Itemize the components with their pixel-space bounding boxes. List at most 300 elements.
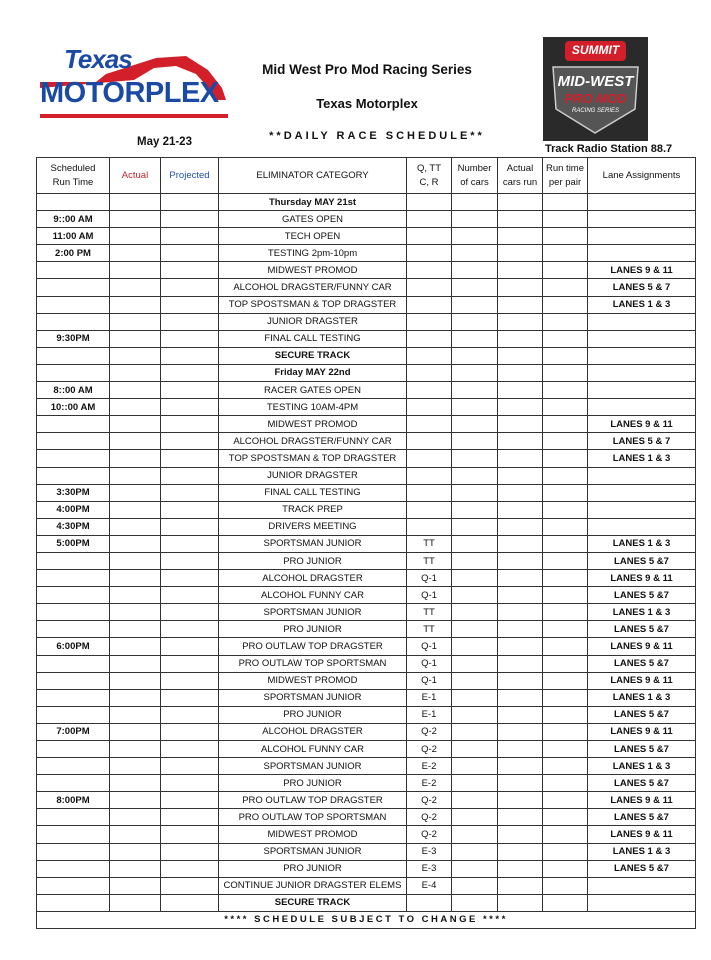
run-time-per-pair-cell — [543, 416, 588, 433]
table-row — [37, 826, 696, 843]
actual-cell — [110, 570, 161, 587]
projected-cell — [161, 467, 219, 484]
eliminator-cell: SPORTSMAN JUNIOR — [219, 535, 407, 552]
lane-assignment-cell — [588, 347, 696, 364]
actual-cars-run-cell — [498, 364, 543, 381]
scheduled-time-cell — [37, 655, 110, 672]
actual-cars-run-cell — [498, 826, 543, 843]
daily-schedule-title: **DAILY RACE SCHEDULE** — [269, 130, 485, 142]
qualifying-code-cell: Q-2 — [407, 723, 452, 740]
scheduled-time-cell: 5:00PM — [37, 535, 110, 552]
actual-cell — [110, 484, 161, 501]
actual-cars-run-cell — [498, 809, 543, 826]
actual-cell — [110, 262, 161, 279]
table-row — [37, 775, 696, 792]
actual-cars-run-cell — [498, 211, 543, 228]
actual-cell — [110, 758, 161, 775]
projected-cell — [161, 689, 219, 706]
lane-assignment-cell — [588, 211, 696, 228]
lane-assignment-cell: LANES 5 &7 — [588, 706, 696, 723]
lane-assignment-cell — [588, 330, 696, 347]
scheduled-time-cell — [37, 570, 110, 587]
eliminator-cell: TRACK PREP — [219, 501, 407, 518]
projected-cell — [161, 723, 219, 740]
lane-assignment-cell: LANES 1 & 3 — [588, 535, 696, 552]
number-of-cars-cell — [452, 809, 498, 826]
table-row — [37, 211, 696, 228]
qualifying-code-cell — [407, 501, 452, 518]
lane-assignment-cell: LANES 5 & 7 — [588, 279, 696, 296]
number-of-cars-cell — [452, 689, 498, 706]
actual-cell — [110, 587, 161, 604]
lane-assignment-cell: LANES 9 & 11 — [588, 416, 696, 433]
actual-cell — [110, 723, 161, 740]
lane-assignment-cell: LANES 1 & 3 — [588, 689, 696, 706]
actual-cars-run-cell — [498, 792, 543, 809]
scheduled-time-cell — [37, 826, 110, 843]
qualifying-code-cell — [407, 382, 452, 399]
eliminator-cell: CONTINUE JUNIOR DRAGSTER ELEMS — [219, 877, 407, 894]
number-of-cars-cell — [452, 894, 498, 911]
scheduled-time-cell — [37, 604, 110, 621]
number-of-cars-cell — [452, 638, 498, 655]
number-of-cars-cell — [452, 399, 498, 416]
actual-cars-run-cell — [498, 741, 543, 758]
run-time-per-pair-cell — [543, 587, 588, 604]
qualifying-code-cell: E-4 — [407, 877, 452, 894]
run-time-per-pair-cell — [543, 484, 588, 501]
scheduled-time-cell — [37, 296, 110, 313]
number-of-cars-cell — [452, 570, 498, 587]
number-of-cars-cell — [452, 484, 498, 501]
eliminator-cell: SPORTSMAN JUNIOR — [219, 843, 407, 860]
projected-cell — [161, 518, 219, 535]
eliminator-cell: TESTING 10AM-4PM — [219, 399, 407, 416]
lane-assignment-cell — [588, 467, 696, 484]
run-time-per-pair-cell — [543, 433, 588, 450]
actual-cars-run-cell — [498, 723, 543, 740]
projected-cell — [161, 296, 219, 313]
actual-cell — [110, 689, 161, 706]
projected-cell — [161, 570, 219, 587]
table-row — [37, 416, 696, 433]
actual-cars-run-cell — [498, 860, 543, 877]
table-row — [37, 382, 696, 399]
qualifying-code-cell: TT — [407, 552, 452, 569]
number-of-cars-cell — [452, 433, 498, 450]
number-of-cars-cell — [452, 467, 498, 484]
actual-cell — [110, 467, 161, 484]
actual-cars-run-cell — [498, 638, 543, 655]
scheduled-time-cell — [37, 450, 110, 467]
qualifying-code-cell: Q-2 — [407, 826, 452, 843]
scheduled-time-cell: 4:30PM — [37, 518, 110, 535]
lane-assignment-cell: LANES 9 & 11 — [588, 792, 696, 809]
lane-assignment-cell — [588, 245, 696, 262]
eliminator-cell: TOP SPOSTSMAN & TOP DRAGSTER — [219, 450, 407, 467]
table-row — [37, 638, 696, 655]
qualifying-code-cell — [407, 313, 452, 330]
scheduled-time-cell — [37, 741, 110, 758]
day-header-cell: Thursday MAY 21st — [219, 194, 407, 211]
actual-cars-run-cell — [498, 416, 543, 433]
qualifying-code-cell — [407, 450, 452, 467]
table-row — [37, 535, 696, 552]
event-dates: May 21-23 — [137, 136, 192, 148]
qualifying-code-cell: Q-1 — [407, 570, 452, 587]
scheduled-time-cell — [37, 262, 110, 279]
table-row — [37, 672, 696, 689]
number-of-cars-cell — [452, 826, 498, 843]
number-of-cars-cell — [452, 621, 498, 638]
table-row — [37, 262, 696, 279]
projected-cell — [161, 347, 219, 364]
actual-cell — [110, 843, 161, 860]
eliminator-cell: SPORTSMAN JUNIOR — [219, 604, 407, 621]
scheduled-time-cell — [37, 194, 110, 211]
run-time-per-pair-cell — [543, 706, 588, 723]
table-row — [37, 723, 696, 740]
table-row — [37, 296, 696, 313]
actual-cars-run-cell — [498, 587, 543, 604]
series-title: Mid West Pro Mod Racing Series — [262, 62, 472, 77]
number-of-cars-cell — [452, 501, 498, 518]
run-time-per-pair-cell — [543, 552, 588, 569]
lane-assignment-cell: LANES 1 & 3 — [588, 450, 696, 467]
scheduled-time-cell — [37, 364, 110, 381]
scheduled-time-cell: 8:00PM — [37, 792, 110, 809]
actual-cell — [110, 792, 161, 809]
actual-cell — [110, 364, 161, 381]
actual-cell — [110, 433, 161, 450]
qualifying-code-cell — [407, 347, 452, 364]
projected-cell — [161, 655, 219, 672]
scheduled-time-cell — [37, 621, 110, 638]
actual-cars-run-cell — [498, 245, 543, 262]
logo-midwest-word: MID-WEST — [557, 73, 634, 90]
number-of-cars-cell — [452, 672, 498, 689]
table-row — [37, 313, 696, 330]
scheduled-time-cell — [37, 877, 110, 894]
lane-assignment-cell: LANES 5 &7 — [588, 775, 696, 792]
lane-assignment-cell: LANES 9 & 11 — [588, 672, 696, 689]
eliminator-cell: PRO OUTLAW TOP DRAGSTER — [219, 792, 407, 809]
number-of-cars-cell — [452, 775, 498, 792]
run-time-per-pair-cell — [543, 467, 588, 484]
eliminator-cell: PRO JUNIOR — [219, 621, 407, 638]
qualifying-code-cell — [407, 467, 452, 484]
lane-assignment-cell — [588, 228, 696, 245]
actual-cars-run-cell — [498, 877, 543, 894]
qualifying-code-cell: Q-2 — [407, 741, 452, 758]
lane-assignment-cell: LANES 1 & 3 — [588, 604, 696, 621]
scheduled-time-cell: 9::00 AM — [37, 211, 110, 228]
eliminator-cell: SPORTSMAN JUNIOR — [219, 758, 407, 775]
actual-cars-run-cell — [498, 758, 543, 775]
number-of-cars-cell — [452, 604, 498, 621]
scheduled-time-cell: 2:00 PM — [37, 245, 110, 262]
projected-cell — [161, 826, 219, 843]
projected-cell — [161, 860, 219, 877]
lane-assignment-cell — [588, 894, 696, 911]
eliminator-cell: TOP SPOSTSMAN & TOP DRAGSTER — [219, 296, 407, 313]
actual-cell — [110, 706, 161, 723]
col-actual-cars-run: Actual cars run — [498, 158, 543, 194]
projected-cell — [161, 638, 219, 655]
actual-cell — [110, 347, 161, 364]
schedule-table — [36, 157, 696, 929]
actual-cell — [110, 741, 161, 758]
projected-cell — [161, 775, 219, 792]
lane-assignment-cell: LANES 5 &7 — [588, 741, 696, 758]
lane-assignment-cell: LANES 9 & 11 — [588, 826, 696, 843]
number-of-cars-cell — [452, 347, 498, 364]
qualifying-code-cell — [407, 194, 452, 211]
scheduled-time-cell: 10::00 AM — [37, 399, 110, 416]
projected-cell — [161, 792, 219, 809]
run-time-per-pair-cell — [543, 364, 588, 381]
table-row — [37, 877, 696, 894]
actual-cars-run-cell — [498, 330, 543, 347]
run-time-per-pair-cell — [543, 758, 588, 775]
run-time-per-pair-cell — [543, 245, 588, 262]
scheduled-time-cell — [37, 689, 110, 706]
qualifying-code-cell — [407, 330, 452, 347]
col-lane-assignments: Lane Assignments — [588, 158, 696, 194]
run-time-per-pair-cell — [543, 792, 588, 809]
projected-cell — [161, 706, 219, 723]
projected-cell — [161, 843, 219, 860]
projected-cell — [161, 877, 219, 894]
qualifying-code-cell: TT — [407, 621, 452, 638]
lane-assignment-cell — [588, 382, 696, 399]
run-time-per-pair-cell — [543, 672, 588, 689]
number-of-cars-cell — [452, 655, 498, 672]
scheduled-time-cell — [37, 809, 110, 826]
run-time-per-pair-cell — [543, 501, 588, 518]
qualifying-code-cell: E-2 — [407, 775, 452, 792]
actual-cell — [110, 672, 161, 689]
table-row — [37, 604, 696, 621]
actual-cell — [110, 860, 161, 877]
actual-cars-run-cell — [498, 382, 543, 399]
actual-cars-run-cell — [498, 535, 543, 552]
lane-assignment-cell: LANES 5 &7 — [588, 860, 696, 877]
projected-cell — [161, 399, 219, 416]
midwest-pro-mod-logo — [543, 37, 648, 141]
scheduled-time-cell — [37, 552, 110, 569]
table-row — [37, 570, 696, 587]
table-row — [37, 706, 696, 723]
qualifying-code-cell: E-3 — [407, 860, 452, 877]
footer-row — [37, 911, 696, 928]
eliminator-cell: FINAL CALL TESTING — [219, 484, 407, 501]
actual-cars-run-cell — [498, 621, 543, 638]
projected-cell — [161, 382, 219, 399]
number-of-cars-cell — [452, 587, 498, 604]
lane-assignment-cell — [588, 194, 696, 211]
qualifying-code-cell — [407, 433, 452, 450]
run-time-per-pair-cell — [543, 638, 588, 655]
actual-cell — [110, 518, 161, 535]
projected-cell — [161, 330, 219, 347]
run-time-per-pair-cell — [543, 877, 588, 894]
lane-assignment-cell: LANES 5 &7 — [588, 552, 696, 569]
secure-track-row — [37, 347, 696, 364]
actual-cell — [110, 228, 161, 245]
lane-assignment-cell: LANES 5 & 7 — [588, 433, 696, 450]
actual-cell — [110, 382, 161, 399]
run-time-per-pair-cell — [543, 741, 588, 758]
qualifying-code-cell: Q-2 — [407, 809, 452, 826]
lane-assignment-cell — [588, 518, 696, 535]
actual-cars-run-cell — [498, 399, 543, 416]
run-time-per-pair-cell — [543, 313, 588, 330]
number-of-cars-cell — [452, 723, 498, 740]
actual-cell — [110, 399, 161, 416]
actual-cars-run-cell — [498, 313, 543, 330]
number-of-cars-cell — [452, 364, 498, 381]
secure-track-cell: SECURE TRACK — [219, 347, 407, 364]
projected-cell — [161, 245, 219, 262]
actual-cars-run-cell — [498, 484, 543, 501]
scheduled-time-cell — [37, 433, 110, 450]
qualifying-code-cell — [407, 416, 452, 433]
actual-cars-run-cell — [498, 604, 543, 621]
scheduled-time-cell — [37, 843, 110, 860]
eliminator-cell: MIDWEST PROMOD — [219, 416, 407, 433]
table-row — [37, 399, 696, 416]
number-of-cars-cell — [452, 416, 498, 433]
radio-station: Track Radio Station 88.7 — [545, 143, 673, 155]
secure-track-cell: SECURE TRACK — [219, 894, 407, 911]
run-time-per-pair-cell — [543, 655, 588, 672]
number-of-cars-cell — [452, 313, 498, 330]
run-time-per-pair-cell — [543, 689, 588, 706]
qualifying-code-cell — [407, 211, 452, 228]
number-of-cars-cell — [452, 758, 498, 775]
eliminator-cell: ALCOHOL FUNNY CAR — [219, 741, 407, 758]
projected-cell — [161, 262, 219, 279]
scheduled-time-cell: 8::00 AM — [37, 382, 110, 399]
run-time-per-pair-cell — [543, 775, 588, 792]
actual-cell — [110, 775, 161, 792]
eliminator-cell: PRO JUNIOR — [219, 860, 407, 877]
number-of-cars-cell — [452, 245, 498, 262]
lane-assignment-cell: LANES 1 & 3 — [588, 758, 696, 775]
run-time-per-pair-cell — [543, 262, 588, 279]
lane-assignment-cell: LANES 1 & 3 — [588, 843, 696, 860]
actual-cars-run-cell — [498, 689, 543, 706]
actual-cell — [110, 211, 161, 228]
table-row — [37, 279, 696, 296]
run-time-per-pair-cell — [543, 860, 588, 877]
actual-cell — [110, 245, 161, 262]
table-row — [37, 758, 696, 775]
actual-cars-run-cell — [498, 552, 543, 569]
actual-cars-run-cell — [498, 655, 543, 672]
actual-cell — [110, 313, 161, 330]
qualifying-code-cell: E-2 — [407, 758, 452, 775]
run-time-per-pair-cell — [543, 330, 588, 347]
scheduled-time-cell: 4:00PM — [37, 501, 110, 518]
projected-cell — [161, 279, 219, 296]
scheduled-time-cell: 11:00 AM — [37, 228, 110, 245]
table-row — [37, 245, 696, 262]
projected-cell — [161, 416, 219, 433]
number-of-cars-cell — [452, 552, 498, 569]
actual-cell — [110, 416, 161, 433]
actual-cars-run-cell — [498, 450, 543, 467]
logo-racing-series-word: RACING SERIES — [571, 108, 619, 114]
table-row — [37, 330, 696, 347]
actual-cell — [110, 877, 161, 894]
run-time-per-pair-cell — [543, 621, 588, 638]
lane-assignment-cell: LANES 9 & 11 — [588, 638, 696, 655]
number-of-cars-cell — [452, 535, 498, 552]
eliminator-cell: ALCOHOL DRAGSTER — [219, 723, 407, 740]
table-row — [37, 467, 696, 484]
actual-cars-run-cell — [498, 347, 543, 364]
eliminator-cell: PRO JUNIOR — [219, 552, 407, 569]
scheduled-time-cell — [37, 313, 110, 330]
table-row — [37, 484, 696, 501]
logo-promod-word: PRO MOD — [564, 91, 627, 106]
actual-cars-run-cell — [498, 518, 543, 535]
run-time-per-pair-cell — [543, 399, 588, 416]
projected-cell — [161, 450, 219, 467]
scheduled-time-cell: 3:30PM — [37, 484, 110, 501]
eliminator-cell: PRO OUTLAW TOP DRAGSTER — [219, 638, 407, 655]
qualifying-code-cell: Q-2 — [407, 792, 452, 809]
eliminator-cell: TESTING 2pm-10pm — [219, 245, 407, 262]
actual-cars-run-cell — [498, 279, 543, 296]
scheduled-time-cell — [37, 758, 110, 775]
qualifying-code-cell — [407, 296, 452, 313]
run-time-per-pair-cell — [543, 826, 588, 843]
eliminator-cell: PRO JUNIOR — [219, 775, 407, 792]
projected-cell — [161, 535, 219, 552]
qualifying-code-cell — [407, 279, 452, 296]
scheduled-time-cell — [37, 416, 110, 433]
actual-cell — [110, 638, 161, 655]
number-of-cars-cell — [452, 450, 498, 467]
lane-assignment-cell — [588, 399, 696, 416]
lane-assignment-cell — [588, 877, 696, 894]
eliminator-cell: RACER GATES OPEN — [219, 382, 407, 399]
table-row — [37, 228, 696, 245]
number-of-cars-cell — [452, 877, 498, 894]
eliminator-cell: DRIVERS MEETING — [219, 518, 407, 535]
number-of-cars-cell — [452, 382, 498, 399]
eliminator-cell: PRO JUNIOR — [219, 706, 407, 723]
scheduled-time-cell — [37, 347, 110, 364]
actual-cars-run-cell — [498, 672, 543, 689]
table-row — [37, 792, 696, 809]
qualifying-code-cell — [407, 894, 452, 911]
lane-assignment-cell: LANES 9 & 11 — [588, 570, 696, 587]
number-of-cars-cell — [452, 860, 498, 877]
qualifying-code-cell: Q-1 — [407, 587, 452, 604]
number-of-cars-cell — [452, 279, 498, 296]
actual-cell — [110, 279, 161, 296]
eliminator-cell: SPORTSMAN JUNIOR — [219, 689, 407, 706]
day-header-row — [37, 194, 696, 211]
col-eliminator-category: ELIMINATOR CATEGORY — [219, 158, 407, 194]
number-of-cars-cell — [452, 518, 498, 535]
qualifying-code-cell: Q-1 — [407, 638, 452, 655]
actual-cars-run-cell — [498, 467, 543, 484]
